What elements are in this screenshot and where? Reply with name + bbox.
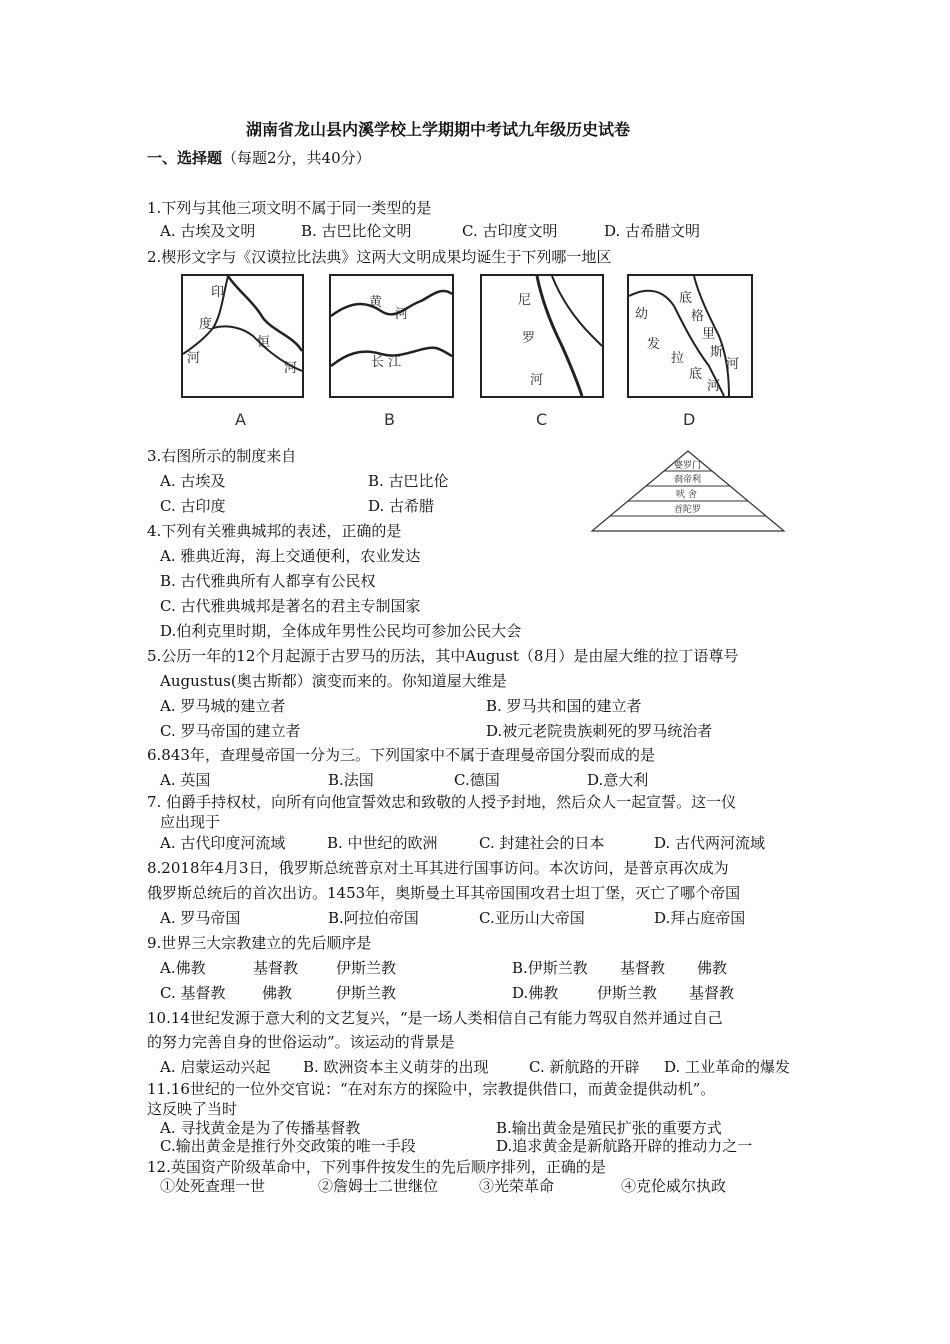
q6-option-b: B.法国 xyxy=(328,771,374,789)
q9-stem: 9.世界三大宗教建立的先后顺序是 xyxy=(147,934,372,952)
page-title: 湖南省龙山县内溪学校上学期期中考试九年级历史试卷 xyxy=(246,120,631,139)
q9-b-item-2: 基督教 xyxy=(620,959,666,977)
map-d-char-10: 河 xyxy=(707,379,721,394)
map-b-char-2: 河 xyxy=(395,307,409,322)
q4-option-c: C. 古代雅典城邦是著名的君主专制国家 xyxy=(160,597,421,615)
q8-stem-line2: 俄罗斯总统后的首次出访。1453年，奥斯曼土耳其帝国围攻君士坦丁堡，灭亡了哪个帝国 xyxy=(147,884,741,902)
q9-a-item-2: 基督教 xyxy=(253,959,299,977)
map-c-nile xyxy=(480,274,604,398)
q9-a-item-3: 伊斯兰教 xyxy=(336,959,397,977)
q11-option-d: D.追求黄金是新航路开辟的推动力之一 xyxy=(496,1137,753,1155)
q6-option-c: C.德国 xyxy=(454,771,500,789)
q2-stem: 2.楔形文字与《汉谟拉比法典》这两大文明成果均诞生于下列哪一地区 xyxy=(147,248,612,266)
map-c-char-1: 尼 xyxy=(518,293,532,308)
map-c-char-3: 河 xyxy=(530,373,544,388)
map-a-rivers xyxy=(183,276,302,396)
q9-option-d xyxy=(512,984,734,1002)
q9-c-item-3: 伊斯兰教 xyxy=(336,984,397,1002)
q12-item-1: ①处死查理一世 xyxy=(160,1177,266,1195)
q5-option-a: A. 罗马城的建立者 xyxy=(160,697,286,715)
map-a-char-4: 恒 xyxy=(257,335,271,350)
q7-option-a: A. 古代印度河流域 xyxy=(160,834,286,852)
map-c-letter: C xyxy=(536,410,548,429)
q8-option-a: A. 罗马帝国 xyxy=(160,909,241,927)
map-d-char-9: 底 xyxy=(689,367,703,382)
q7-option-d: D. 古代两河流域 xyxy=(654,834,766,852)
q5-option-c: C. 罗马帝国的建立者 xyxy=(160,722,301,740)
q9-d-item-2: 伊斯兰教 xyxy=(597,984,658,1002)
map-d-char-7: 发 xyxy=(647,337,661,352)
map-a-char-2: 度 xyxy=(199,317,213,332)
q1-option-b: B. 古巴比伦文明 xyxy=(301,222,412,240)
q9-b-item-3: 佛教 xyxy=(697,959,728,977)
map-d-char-4: 斯 xyxy=(710,345,724,360)
q3-option-b: B. 古巴比伦 xyxy=(368,472,449,490)
map-b-rivers xyxy=(331,276,452,396)
map-d-char-3: 里 xyxy=(702,327,716,342)
q1-option-d: D. 古希腊文明 xyxy=(604,222,701,240)
q7-stem-line1: 7. 伯爵手持权杖，向所有向他宣誓效忠和致敬的人授予封地，然后众人一起宣誓。这一仪 xyxy=(147,793,737,811)
q6-stem: 6.843年，查理曼帝国一分为三。下列国家中不属于查理曼帝国分裂而成的是 xyxy=(147,746,655,764)
q12-stem: 12.英国资产阶级革命中，下列事件按发生的先后顺序排列，正确的是 xyxy=(147,1158,606,1176)
q9-d-item-1: D.佛教 xyxy=(512,984,559,1002)
map-a-char-3: 河 xyxy=(187,351,201,366)
map-d-mesopotamia xyxy=(627,274,753,398)
map-a-char-5: 河 xyxy=(284,361,298,376)
map-b-letter: B xyxy=(384,410,395,429)
map-d-char-5: 河 xyxy=(726,357,740,372)
q9-option-a xyxy=(160,959,396,977)
q10-option-c: C. 新航路的开辟 xyxy=(529,1058,640,1076)
caste-pyramid xyxy=(590,449,786,533)
q10-stem-line1: 10.14世纪发源于意大利的文艺复兴，“是一场人类相信自己有能力驾驭自然并通过自己 xyxy=(147,1009,723,1027)
caste-brahmin: 婆罗门 xyxy=(674,461,702,471)
section-header xyxy=(147,149,371,167)
q11-stem-line2: 这反映了当时 xyxy=(147,1100,238,1118)
q10-stem-line2: 的努力完善自身的世俗运动”。该运动的背景是 xyxy=(147,1033,455,1051)
q7-stem-line2: 应出现于 xyxy=(160,813,221,831)
q3-option-d: D. 古希腊 xyxy=(368,497,435,515)
q4-option-a: A. 雅典近海，海上交通便利，农业发达 xyxy=(160,547,421,565)
map-a-letter: A xyxy=(235,410,246,429)
q3-option-c: C. 古印度 xyxy=(160,497,226,515)
map-a-char-1: 印 xyxy=(211,285,225,300)
q9-option-c xyxy=(160,984,396,1002)
caste-kshatriya: 刹帝利 xyxy=(674,475,702,485)
q5-stem-line1: 5.公历一年的12个月起源于古罗马的历法，其中August（8月）是由屋大维的拉丁语尊号 xyxy=(147,647,739,665)
q6-option-a: A. 英国 xyxy=(160,771,211,789)
q9-option-b xyxy=(512,959,727,977)
q10-option-b: B. 欧洲资本主义萌芽的出现 xyxy=(303,1058,489,1076)
q9-c-item-1: C. 基督教 xyxy=(160,984,226,1002)
map-d-char-6: 幼 xyxy=(635,307,649,322)
map-b-char-3: 长 江 xyxy=(371,355,402,370)
q5-option-d: D.被元老院贵族刺死的罗马统治者 xyxy=(486,722,713,740)
q7-option-c: C. 封建社会的日本 xyxy=(479,834,605,852)
map-a-indus-ganges xyxy=(181,274,304,398)
map-d-char-8: 拉 xyxy=(671,351,685,366)
q9-c-item-2: 佛教 xyxy=(262,984,293,1002)
caste-vaishya: 吠 舍 xyxy=(676,490,697,500)
map-b-yellow-yangtze xyxy=(329,274,454,398)
q4-option-d: D.伯利克里时期，全体成年男性公民均可参加公民大会 xyxy=(160,622,522,640)
q10-option-a: A. 启蒙运动兴起 xyxy=(160,1058,271,1076)
section-label: 一、选择题 xyxy=(147,149,223,167)
q12-item-2: ②詹姆士二世继位 xyxy=(318,1177,439,1195)
q12-item-4: ④克伦威尔执政 xyxy=(621,1177,727,1195)
q8-option-d: D.拜占庭帝国 xyxy=(654,909,746,927)
map-d-char-1: 底 xyxy=(679,291,693,306)
q4-stem: 4.下列有关雅典城邦的表述，正确的是 xyxy=(147,522,402,540)
q9-a-item-1: A.佛教 xyxy=(160,959,206,977)
section-note: （每题2分，共40分） xyxy=(222,149,371,167)
q6-option-d: D.意大利 xyxy=(587,771,649,789)
q12-item-3: ③光荣革命 xyxy=(479,1177,555,1195)
map-d-char-2: 格 xyxy=(691,309,705,324)
q1-option-c: C. 古印度文明 xyxy=(462,222,558,240)
q1-option-a: A. 古埃及文明 xyxy=(160,222,256,240)
map-b-char-1: 黄 xyxy=(369,295,383,310)
q4-option-b: B. 古代雅典所有人都享有公民权 xyxy=(160,572,376,590)
q3-stem: 3.右图所示的制度来自 xyxy=(147,447,297,465)
q7-option-b: B. 中世纪的欧洲 xyxy=(327,834,438,852)
q10-option-d: D. 工业革命的爆发 xyxy=(664,1058,791,1076)
q8-option-c: C.亚历山大帝国 xyxy=(479,909,585,927)
q9-b-item-1: B.伊斯兰教 xyxy=(512,959,588,977)
q3-option-a: A. 古埃及 xyxy=(160,472,226,490)
q11-option-a: A. 寻找黄金是为了传播基督教 xyxy=(160,1119,361,1137)
map-c-char-2: 罗 xyxy=(522,331,536,346)
q9-d-item-3: 基督教 xyxy=(689,984,735,1002)
q11-option-b: B.输出黄金是殖民扩张的重要方式 xyxy=(496,1119,722,1137)
map-d-letter: D xyxy=(683,410,696,429)
q8-stem-line1: 8.2018年4月3日，俄罗斯总统普京对土耳其进行国事访问。本次访问，是普京再次成为 xyxy=(147,859,729,877)
q11-option-c: C.输出黄金是推行外交政策的唯一手段 xyxy=(160,1137,416,1155)
q5-stem-line2: Augustus(奥古斯都）演变而来的。你知道屋大维是 xyxy=(160,672,507,690)
q5-option-b: B. 罗马共和国的建立者 xyxy=(486,697,642,715)
q8-option-b: B.阿拉伯帝国 xyxy=(328,909,419,927)
caste-shudra: 首陀罗 xyxy=(674,505,702,515)
q11-stem-line1: 11.16世纪的一位外交官说：“在对东方的探险中，宗教提供借口，而黄金提供动机”。 xyxy=(147,1080,716,1098)
q1-stem: 1.下列与其他三项文明不属于同一类型的是 xyxy=(147,199,432,217)
